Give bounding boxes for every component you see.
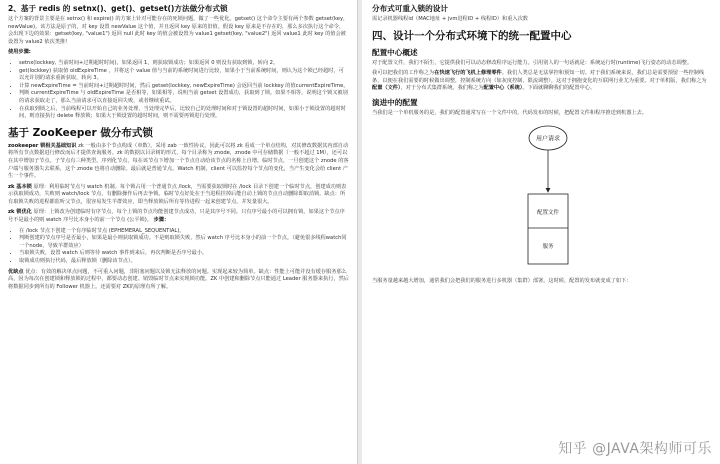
list-item: • setnx(lockkey, 当前时间+过期超时时间)，如果返回 1，则获取锁成功；如果返回 0 则没有获取到锁，转向 2。 bbox=[19, 60, 349, 68]
section-title-reentrant-lock: 分布式可重入锁的设计 bbox=[372, 4, 448, 13]
section-title-redis-getset: 2、基于 redis 的 setnx()、get()、getset()方法做分布式锁 bbox=[8, 4, 228, 13]
document-page-left bbox=[0, 0, 358, 464]
paragraph-zk-basic-lock: zk 基本锁 原理：利用临时节点与 watch 机制。每个锁占用一个普通节点 /lock，当需要获取锁时在 /lock 目录下创建一个临时节点，创建成功则表示获取锁成功，失败则 watch/lock 节点，有删除操作后再去争锁。临时节点好处在于当进程挂掉后能自动上锁的节点自动删除即取消锁。缺点：所有取锁失败的进程都监听父节点，很容易发生羊群效应，即当释放锁后所有等待进程一起来创建节点，并发量很大。 bbox=[8, 183, 347, 205]
diagram-svg bbox=[372, 124, 710, 274]
zhihu-watermark: 知乎 @JAVA架构师可乐 bbox=[558, 441, 712, 457]
service-label: 服务 bbox=[542, 243, 554, 250]
list-item: • get(lockkey) 获取值 oldExpireTime ，并将这个 value 值与当前的系统时间进行比较，如果小于当前系统时间，则认为这个锁已经超时，可以允许别的请求重新获取，转向 3。 bbox=[19, 68, 349, 83]
paragraph-getset-intro: 这个方案的背景主要是在 setnx() 和 expire() 的方案上针对可能存在的死锁问题，做了一些优化。getset() 这个命令主要有两个参数 getset(key，newValue)。该方法是原子的，对 key 设置 newValue 这个值，并且返回 key 原来的旧值。假设 key 原来是不存在的，那么多次执行这个命令，会出现下边的效果：getset(key, "value1") 返回 null 此时 key 的值会被设置为 value1 getset(key, "value2") 返回 value1 此时 key 的值会被设置为 value2 依次类推! bbox=[8, 16, 349, 45]
user-request-label: 用户请求 bbox=[535, 135, 561, 143]
paragraph-zk-lock-optimization: zk 锁优化 原理：上锁改为创建临时有序节点，每个上锁的节点均能创建节点成功，只是其序号不同。只有序号最小的可以拥有锁，如果这个节点序号不是最小的则 watch 序号比本身小的前一个节点 (公平锁)。 步骤： bbox=[8, 209, 345, 224]
zk-steps-list bbox=[8, 228, 349, 266]
section-title-zookeeper: 基于 ZooKeeper 做分布式锁 bbox=[8, 126, 153, 139]
usage-steps-list bbox=[8, 60, 349, 121]
list-item: • 计算 newExpireTime = 当前时间+过期超时时间，然后 getset(lockkey, newExpireTime) 会返回当前 lockkey 的值currentExpireTime。 bbox=[19, 83, 349, 91]
list-item: • 在获取到锁之后，当前线程可以开始自己的业务处理，当处理完毕后，比较自己的处理时间和对于锁设置的超时时间，如果小于锁设置的超时时间，则直接执行 delete 释放锁；如果大于锁设置的超时时间，则不需要再锁进行处理。 bbox=[19, 106, 349, 121]
list-item: • 在 /lock 节点下创建一个有序临时节点 (EPHEMERAL_SEQUENTIAL)。 bbox=[19, 228, 349, 236]
list-item: • 取锁成功则执行代码，最后释放锁（删除该节点）。 bbox=[19, 258, 349, 266]
paragraph-evolution-1: 当我们是一个单机服务的是，我们的配置通常写在一个文件中的，代码发布的时候，把配置文件和程序推送到机器上去。 bbox=[372, 109, 647, 116]
list-item: • 当取锁失败，设置 watch 后则等待 watch 事件到来后，再次判断是否序号最小。 bbox=[19, 250, 349, 258]
subsection-title-overview: 配置中心概述 bbox=[372, 47, 418, 57]
subsection-title-evolution: 演进中的配置 bbox=[372, 97, 418, 107]
usage-label: 使用步骤: bbox=[8, 49, 31, 56]
paragraph-evolution-2: 当服务量越来越大增加，通常我们会把我们的服务进行多机器（集群）部署。这时候，配置的发布就变成了如下： bbox=[372, 277, 632, 284]
paragraph-overview-2: 我可以把我们的工作称之为在快速飞行的飞机上修理零件。我们人类总是无法掌控和预知一切。对于我们系统来说，我们总是需要预留一些控制线条，以便在我们需要的时候做出调整，控制系统方向（如灰度控制、限流调整），这对于拥抱变化的互联网行业尤为重要。对于单机版，我们称之为配置（文件），对于分布式集群系统，我们称之为配置中心（系统）。下面就聊聊我们的配置中心。 bbox=[372, 70, 707, 92]
section-title-config-center: 四、设计一个分布式环境下的统一配置中心 bbox=[372, 29, 572, 42]
config-file-label: 配置文件 bbox=[536, 209, 560, 216]
paragraph-zk-basics: zookeeper 锁相关基础知识 zk 一般由多个节点构成（单数），采用 zab 一致性协议。因此可以将 zk 看成一个单点结构，对其修改数据其内部自动将所有节点数据进行修改而后才提供查询服务。zk 的数据以目录树的形式，每个目录称为 znode，znode 中可存储数据（一般不超过 1M），还可以在其中增加子节点。子节点有三种类型。序列化节点，每在该节点下增加一个节点自动给该节点的名称上自增。临时节点，一旦创建这个 znode 的客户端与服务器失去联系，这个 znode 也将自动删除。最后就是普通节点。Watch 机制，client 可以监控每个节点的变化，当产生变化会给 client 产生一个事件。 bbox=[8, 142, 349, 180]
single-server-config-diagram bbox=[372, 124, 710, 274]
list-item: • 判断创建的节点序号是否最小，如果是最小则获取锁成功。不是则取锁失败，然后 watch 序号比本身小的前一个节点。（避免很多线程watch同一个node，导致羊群效应） bbox=[19, 235, 349, 250]
document-page-right bbox=[362, 0, 720, 464]
list-item: • 判断 currentExpireTime 与 oldExpireTime 是否相等，如果相等，说明当前 getset 设置成功，获取到了锁。如果不相等，说明这个锁又被别的请求获取走了，那么当前请求可以直接返回失败，或者继续重试。 bbox=[19, 90, 349, 105]
server-box bbox=[528, 194, 568, 264]
paragraph-reentrant: 需记录机器线程id（MAC地址 + jvm进程ID + 线程ID）和重入次数 bbox=[372, 16, 528, 22]
paragraph-overview-1: 对于配置文件，我们不陌生，它提供我们可以动态修改程序运行能力。引用别人的一句话就是：系统运行时(runtime)飞行姿态的动态调整。 bbox=[372, 59, 693, 66]
paragraph-zk-pros-cons: 优缺点 优点：有效的解决单点问题，不可重入问题，非阻塞问题以及锁无法释放的问题。实现起来较为简单。缺点：性能上可能并没有缓存服务那么高，因为每次在创建锁和释放锁的过程中，都要动态创建、销毁临时节点来实现锁功能。ZK 中创建和删除节点只能通过 Leader 服务器来执行，然后将数据同步到所有的 Follower 机器上。还需要对 ZK的原理有所了解。 bbox=[8, 268, 349, 290]
